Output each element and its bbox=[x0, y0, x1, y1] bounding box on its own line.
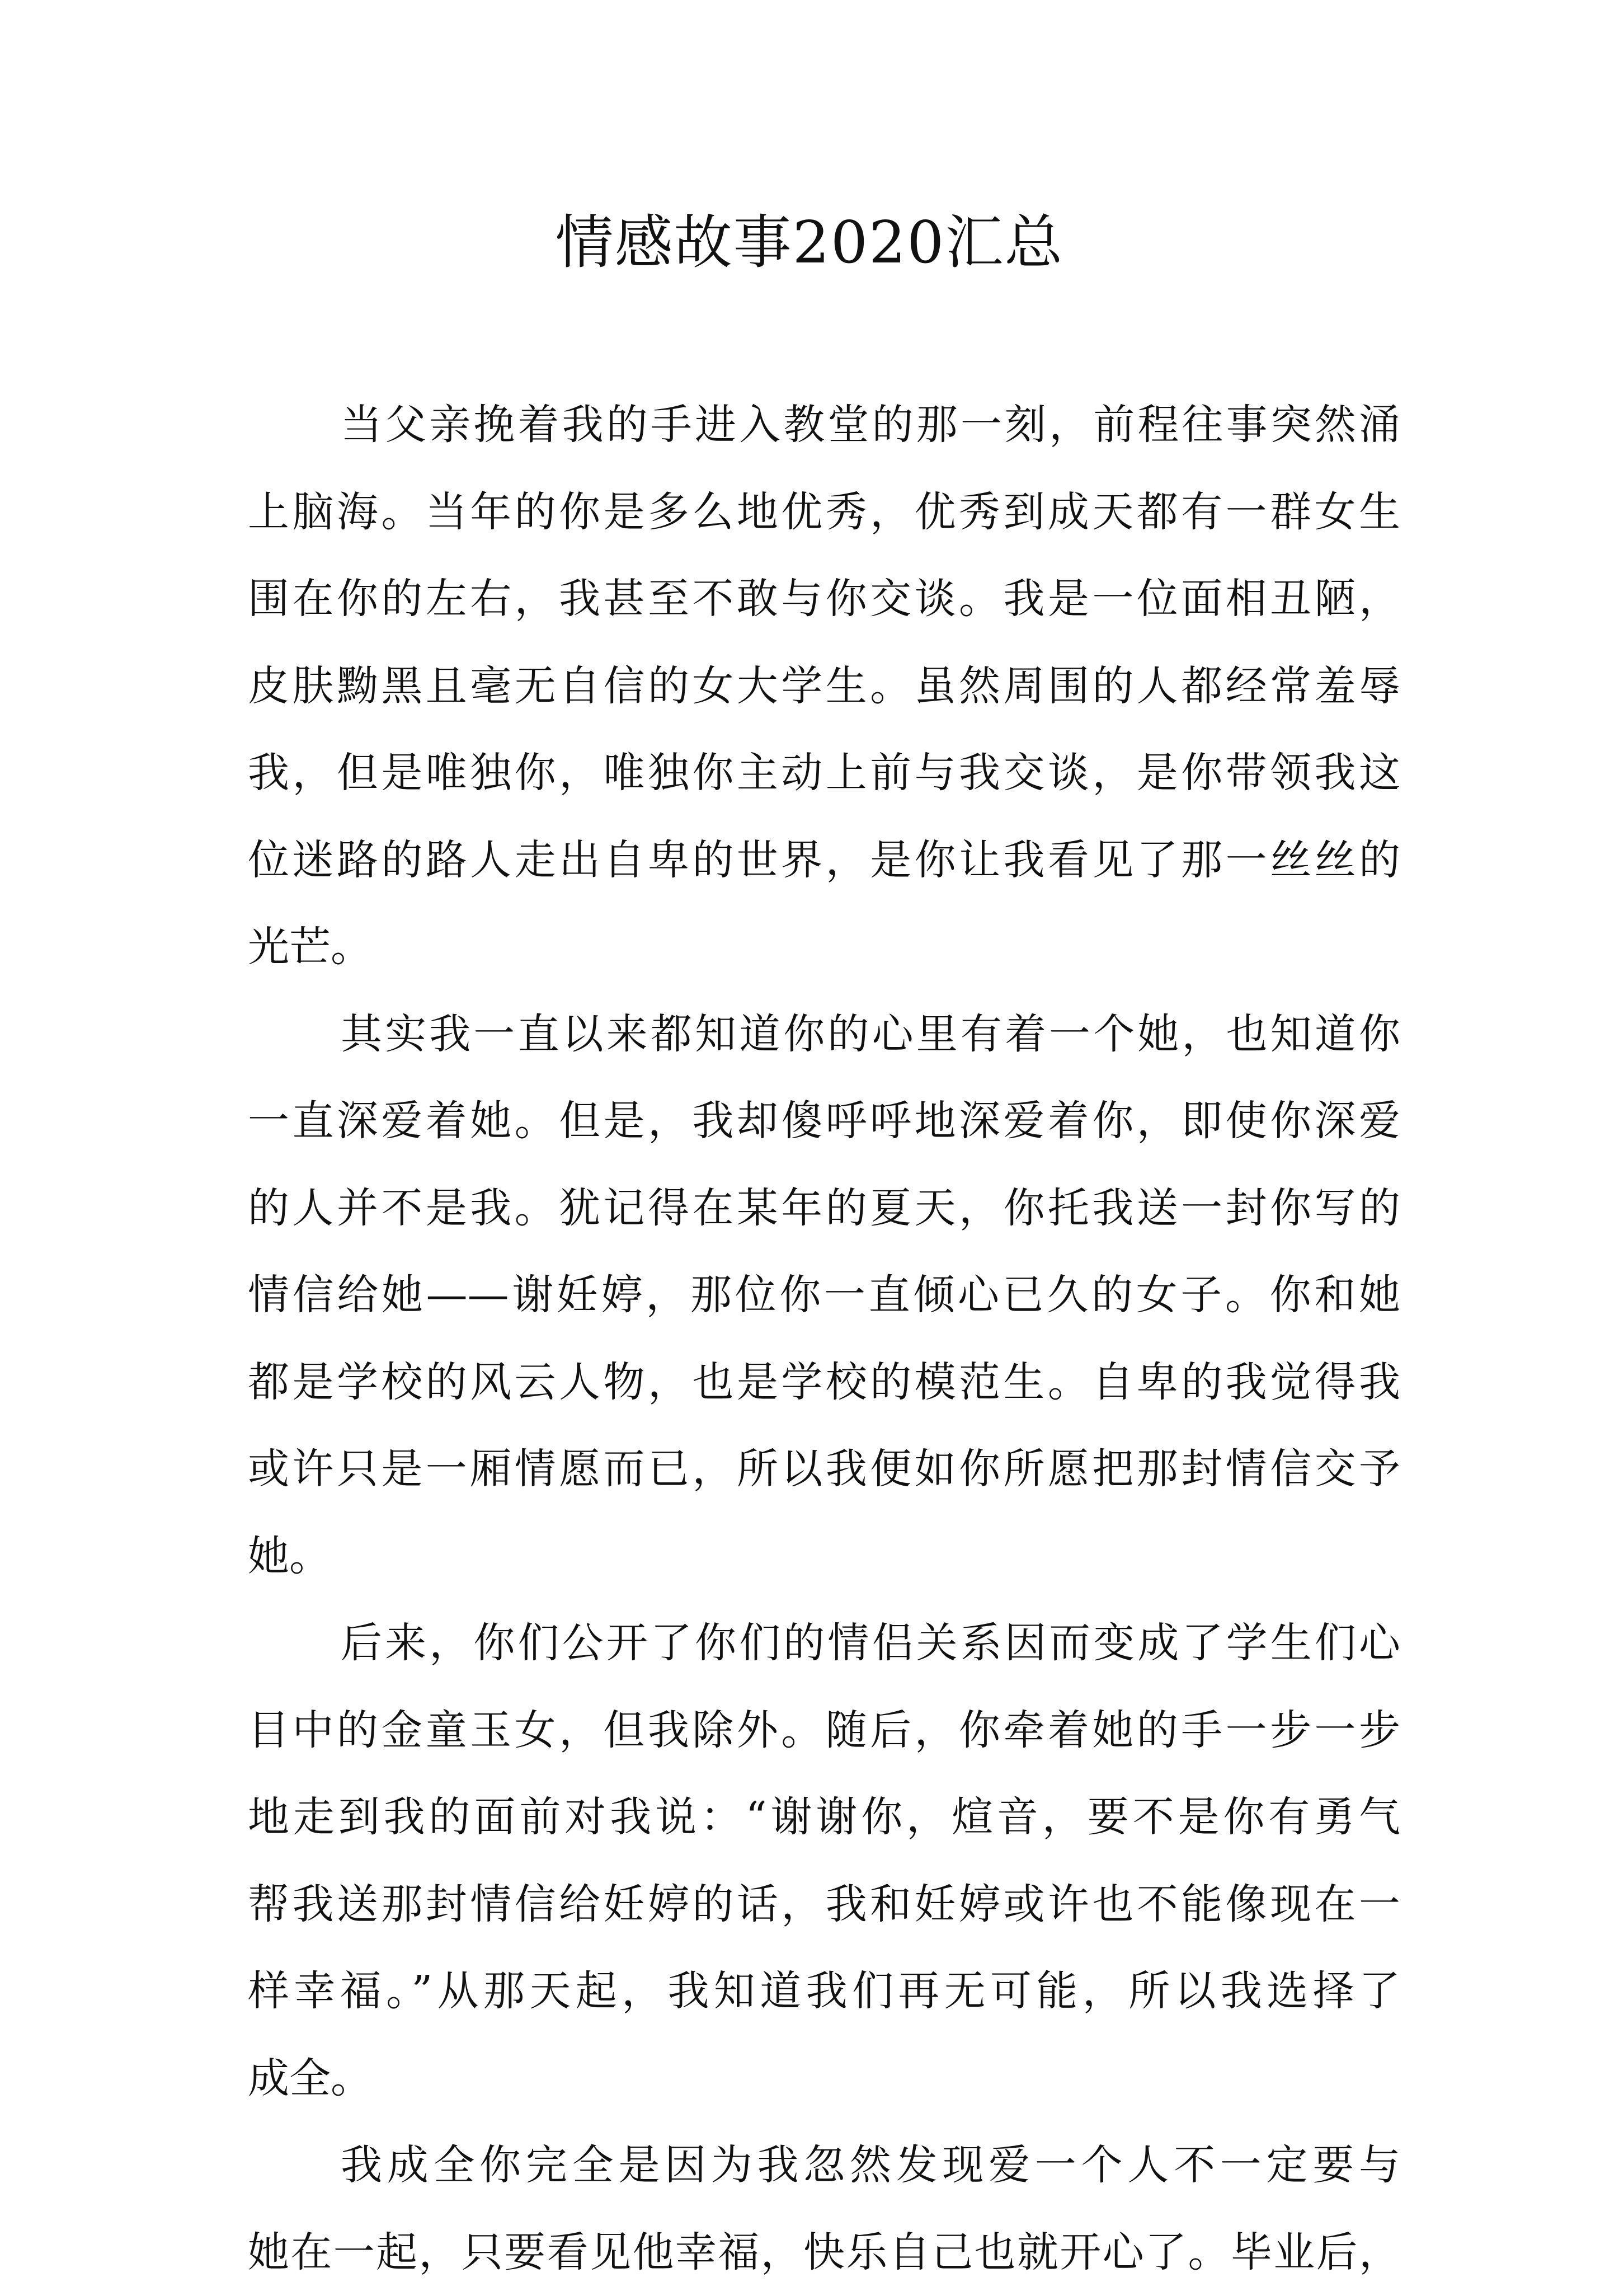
text-line: 情信给她——谢妊婷，那位你一直倾心已久的女子。你和她 bbox=[248, 1252, 1400, 1339]
text-line: 样幸福。”从那天起，我知道我们再无可能，所以我选择了 bbox=[248, 1948, 1400, 2035]
text-line: 一直深爱着她。但是，我却傻呼呼地深爱着你，即使你深爱 bbox=[248, 1078, 1400, 1165]
document-body bbox=[248, 382, 1400, 2296]
text-line: 我成全你完全是因为我忽然发现爱一个人不一定要与 bbox=[248, 2122, 1400, 2209]
text-line: 上脑海。当年的你是多么地优秀，优秀到成天都有一群女生 bbox=[248, 469, 1400, 556]
text-line: 她在一起，只要看见他幸福，快乐自己也就开心了。毕业后， bbox=[248, 2209, 1400, 2296]
document-title: 情感故事2020汇总 bbox=[0, 206, 1619, 279]
text-line: 她。 bbox=[248, 1513, 1400, 1600]
text-line: 或许只是一厢情愿而已，所以我便如你所愿把那封情信交予 bbox=[248, 1426, 1400, 1513]
text-line: 目中的金童玉女，但我除外。随后，你牵着她的手一步一步 bbox=[248, 1687, 1400, 1774]
text-line: 当父亲挽着我的手进入教堂的那一刻，前程往事突然涌 bbox=[248, 382, 1400, 469]
text-line: 围在你的左右，我甚至不敢与你交谈。我是一位面相丑陋， bbox=[248, 556, 1400, 643]
text-line: 帮我送那封情信给妊婷的话，我和妊婷或许也不能像现在一 bbox=[248, 1861, 1400, 1948]
text-line: 皮肤黝黑且毫无自信的女大学生。虽然周围的人都经常羞辱 bbox=[248, 643, 1400, 730]
text-line: 成全。 bbox=[248, 2035, 1400, 2123]
text-line: 都是学校的风云人物，也是学校的模范生。自卑的我觉得我 bbox=[248, 1339, 1400, 1426]
text-line: 位迷路的路人走出自卑的世界，是你让我看见了那一丝丝的 bbox=[248, 817, 1400, 904]
text-line: 光芒。 bbox=[248, 904, 1400, 991]
text-line: 的人并不是我。犹记得在某年的夏天，你托我送一封你写的 bbox=[248, 1165, 1400, 1252]
text-line: 后来，你们公开了你们的情侣关系因而变成了学生们心 bbox=[248, 1600, 1400, 1687]
text-line: 地走到我的面前对我说：“谢谢你，煊音，要不是你有勇气 bbox=[248, 1774, 1400, 1861]
text-line: 其实我一直以来都知道你的心里有着一个她，也知道你 bbox=[248, 991, 1400, 1078]
text-line: 我，但是唯独你，唯独你主动上前与我交谈，是你带领我这 bbox=[248, 730, 1400, 817]
